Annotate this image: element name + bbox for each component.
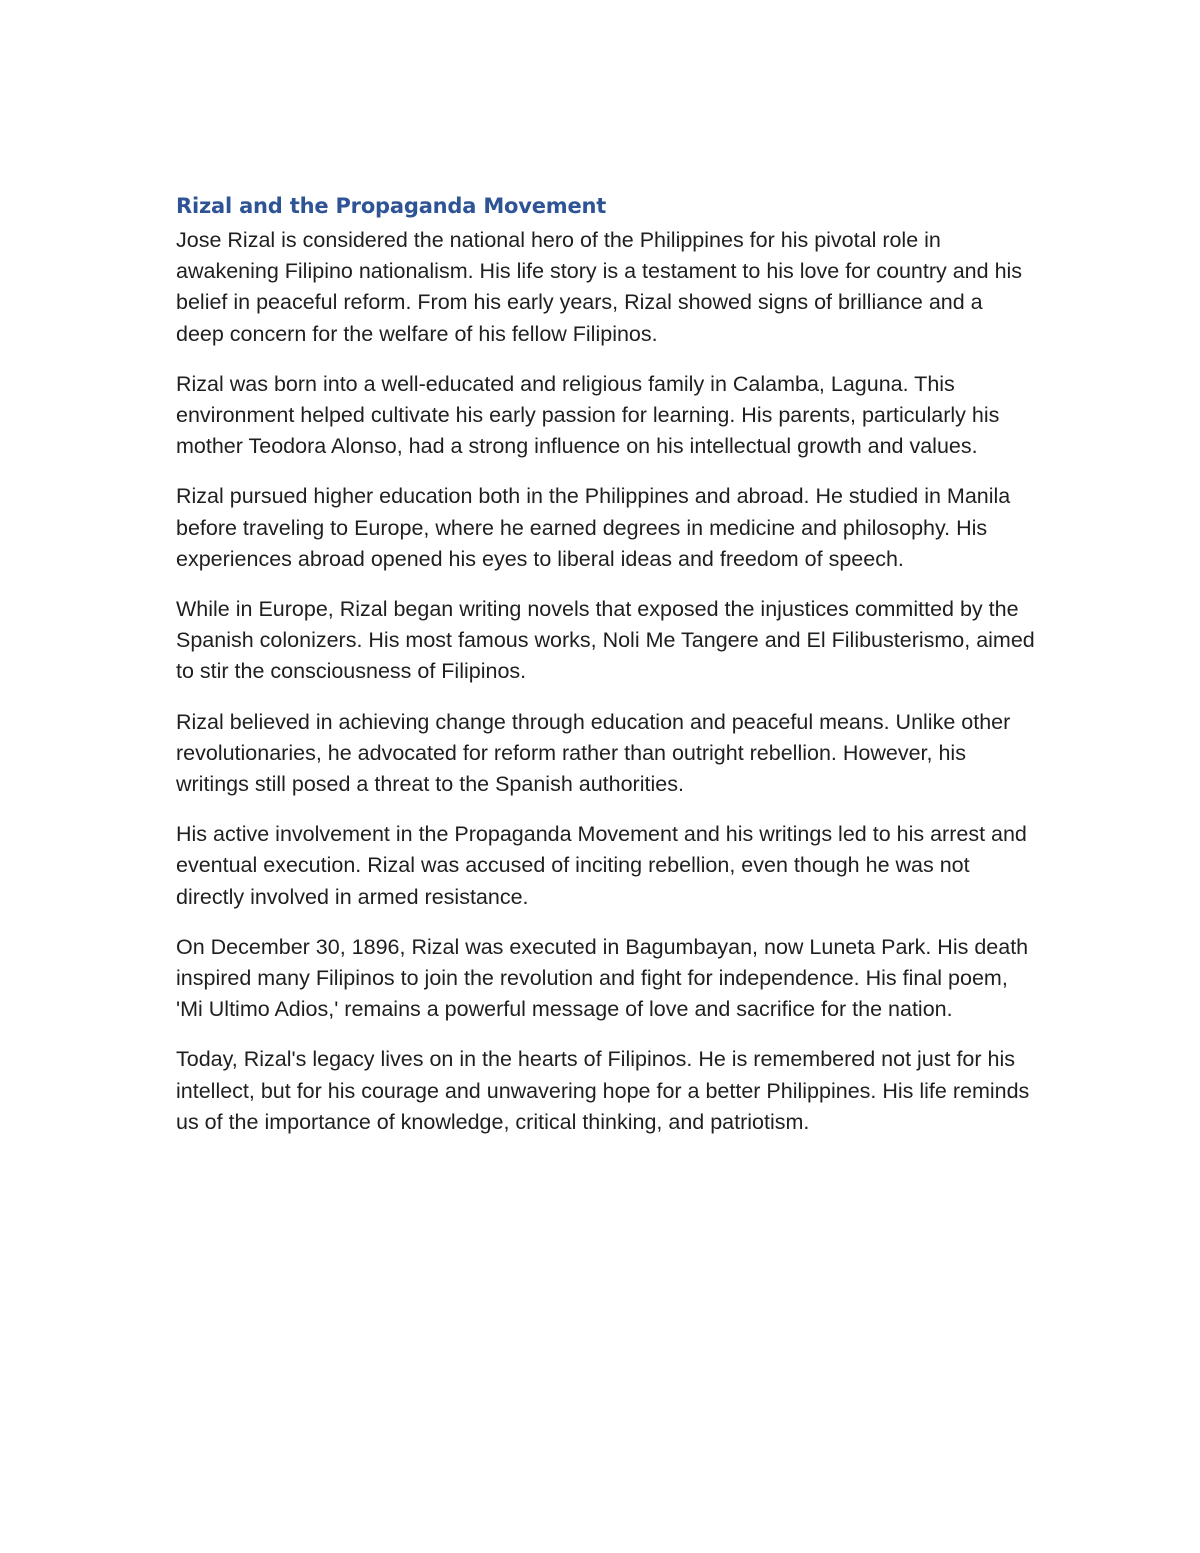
paragraph-novels: While in Europe, Rizal began writing novels that exposed the injustices committed by the Spanish colonizers. His most famous works, Noli Me Tangere and El Filibusterismo, aimed to stir the consciousness of Filipinos. — [176, 597, 1035, 684]
paragraph-legacy: Today, Rizal's legacy lives on in the hearts of Filipinos. He is remembered not just for his intellect, but for his courage and unwavering hope for a better Philippines. His life reminds us of the importance of knowledge, critical thinking, and patriotism. — [176, 1047, 1030, 1134]
paragraph-early-life: Rizal was born into a well-educated and religious family in Calamba, Laguna. This environment helped cultivate his early passion for learning. His parents, particularly his mother Teodora Alonso, had a strong influence on his intellectual growth and values. — [176, 371, 1000, 459]
paragraph-intro: Jose Rizal is considered the national hero of the Philippines for his pivotal role in awakening Filipino nationalism. His life story is a testament to his love for country and his belief in peaceful reform. From his early years, Rizal showed signs of brilliance and a deep concern for the welfare of his fellow Filipinos. — [176, 228, 1023, 346]
paragraph-arrest: His active involvement in the Propaganda Movement and his writings led to his arrest and eventual execution. Rizal was accused of inciting rebellion, even though he was not directly involved in armed resistance. — [176, 822, 1027, 909]
paragraph-peaceful-reform: Rizal believed in achieving change through education and peaceful means. Unlike other revolutionaries, he advocated for reform rather than outright rebellion. However, his writings still posed a threat to the Spanish authorities. — [176, 709, 1011, 797]
paragraph-execution: On December 30, 1896, Rizal was executed in Bagumbayan, now Luneta Park. His death inspired many Filipinos to join the revolution and fight for independence. His final poem, 'Mi Ultimo Adios,' remains a powerful message of love and sacrifice for the nation. — [176, 934, 1029, 1022]
paragraph-education: Rizal pursued higher education both in the Philippines and abroad. He studied in Manila before traveling to Europe, where he earned degrees in medicine and philosophy. His experiences abroad opened his eyes to liberal ideas and freedom of speech. — [176, 484, 1011, 571]
document-body — [176, 190, 1036, 1157]
document-title: Rizal and the Propaganda Movement — [176, 194, 607, 218]
